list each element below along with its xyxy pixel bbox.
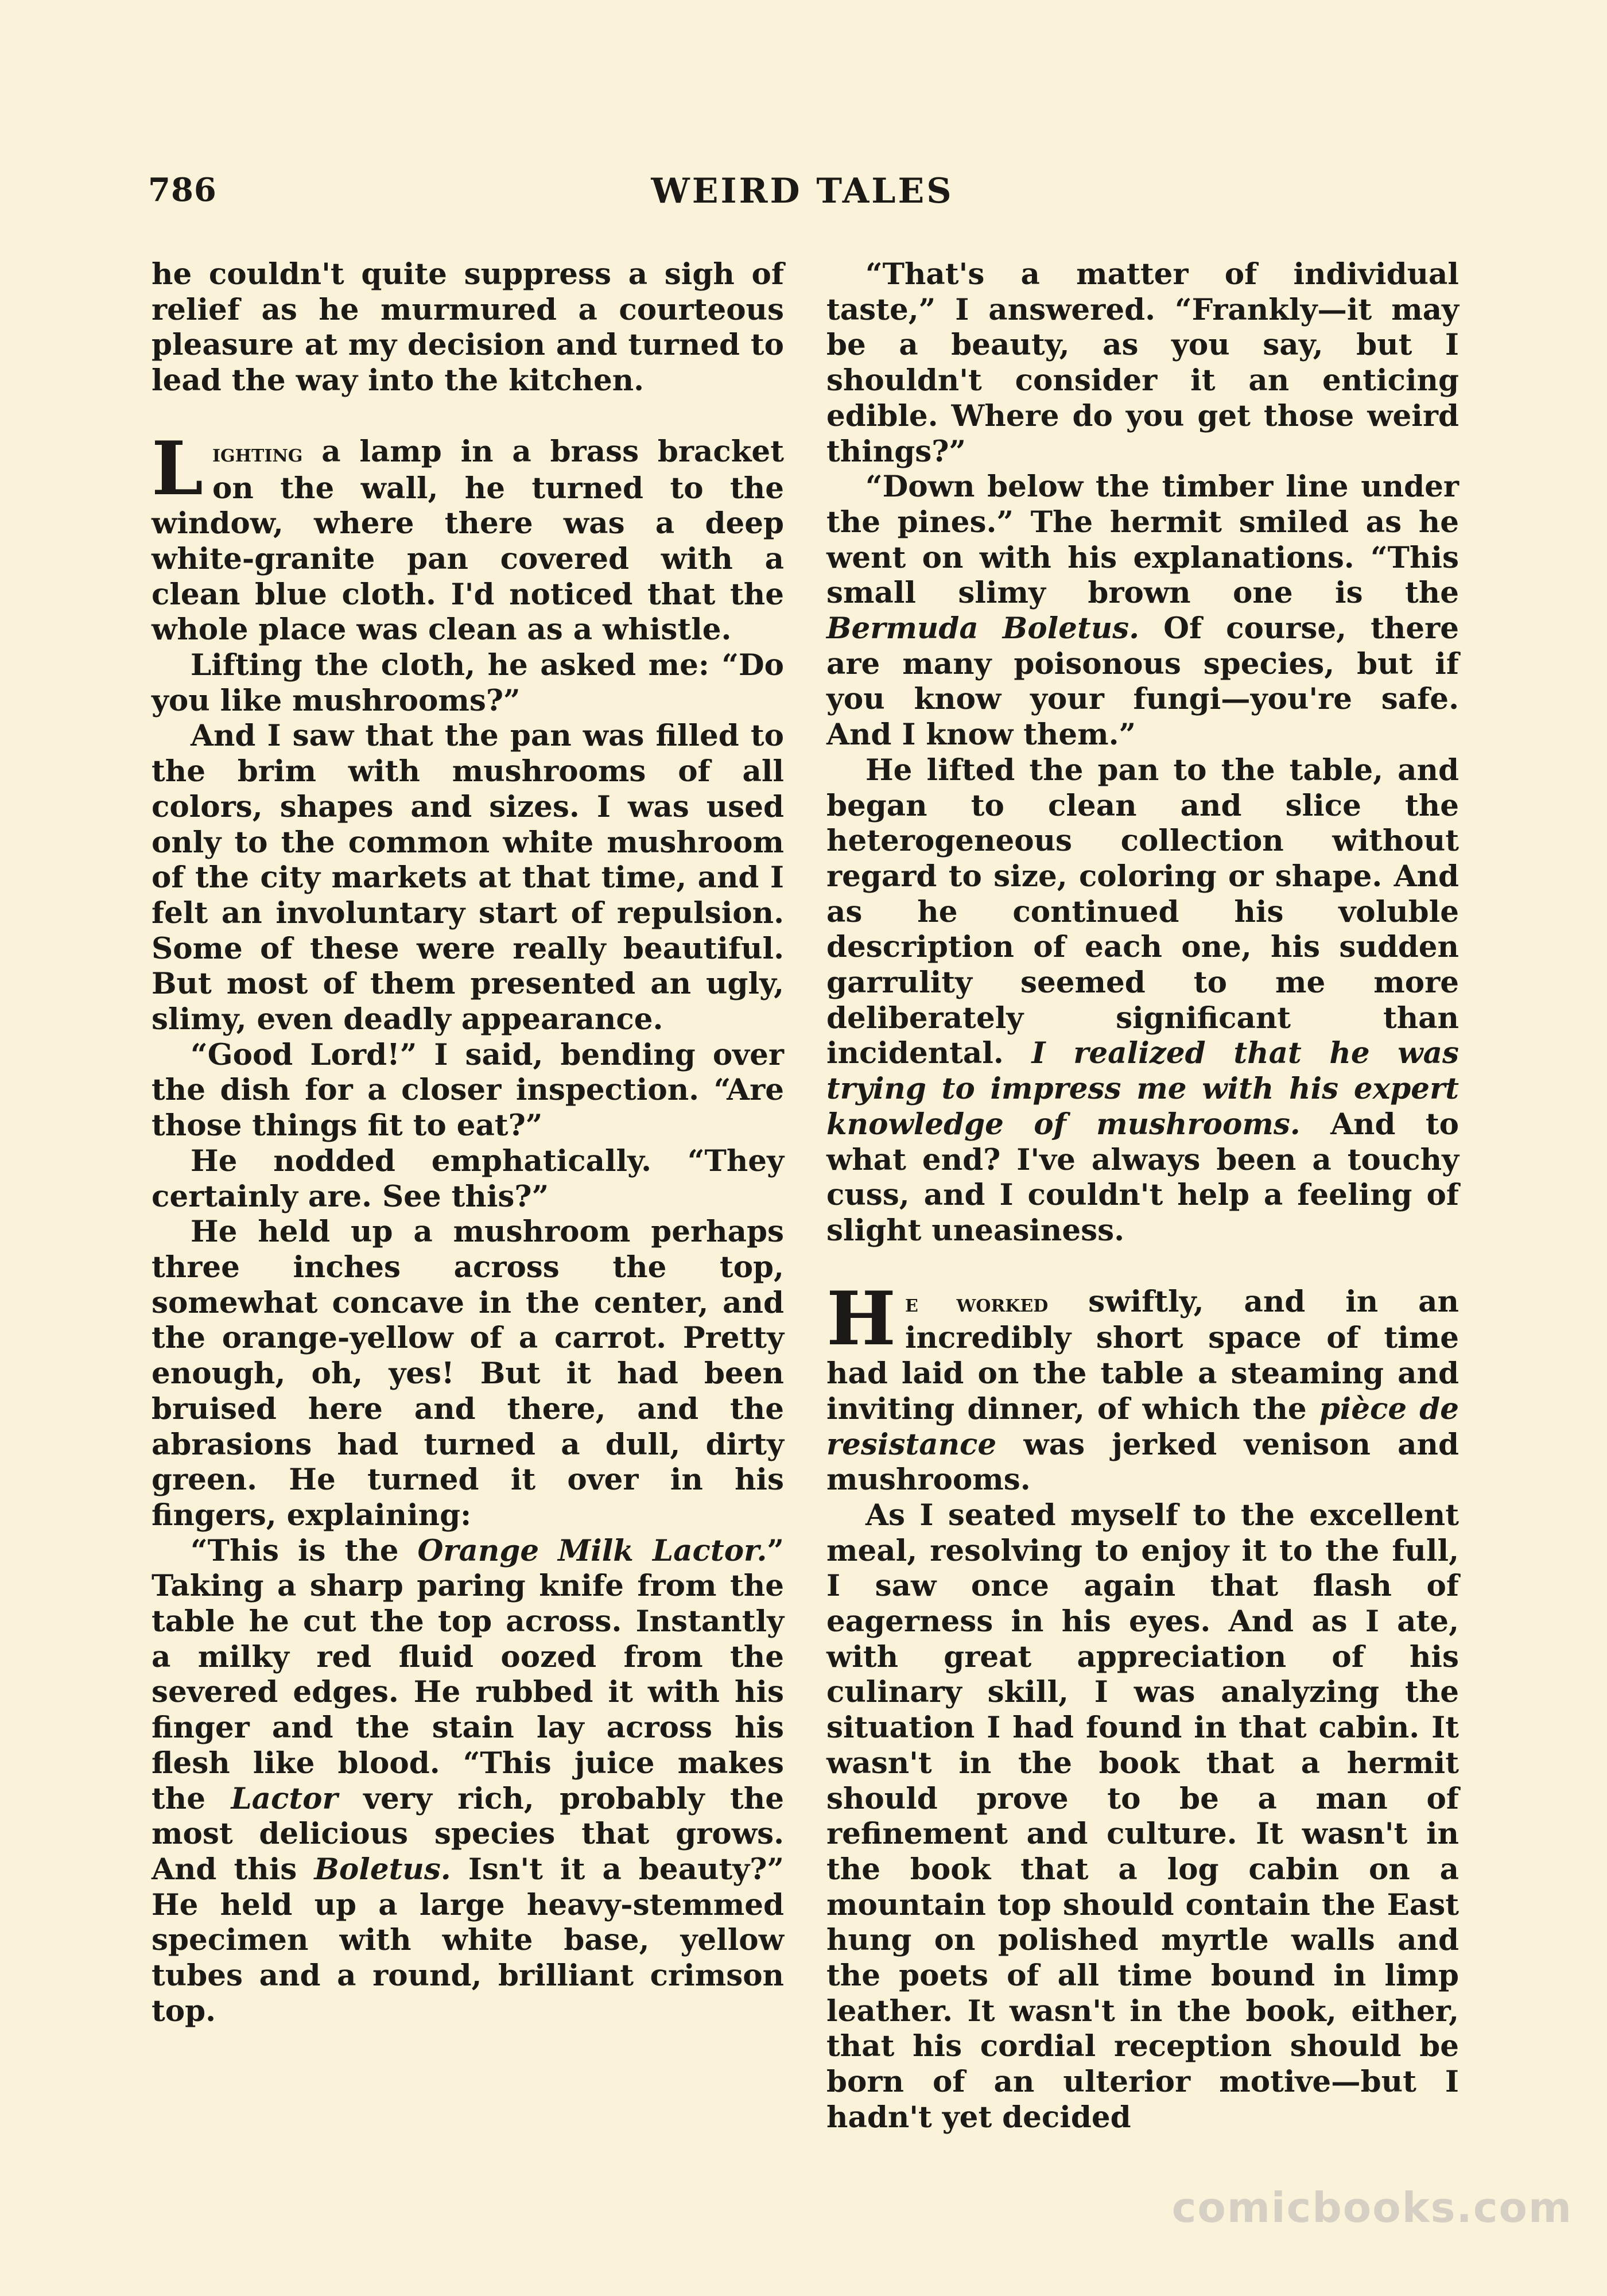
paragraph-dropcap (152, 425, 784, 648)
italic-term: pièce de resistance (826, 1391, 1460, 1462)
paragraph-text: “This is the (191, 1533, 418, 1568)
paragraph-text: Isn't it a beauty?” He held up a large heavy-stemmed specimen with white base, yellow tubes and a round, brilliant crimson top. (152, 1852, 784, 2029)
paragraph: He held up a mushroom perhaps three inches across the top, somewhat concave in the center, and the orange-yellow of a carrot. Pretty enough, oh, yes! But it had been bruised here and there, and the abrasions had turned a dull, dirty green. He turned it over in his fingers, explaining: (152, 1215, 784, 1533)
paragraph-text: ” Taking a sharp paring knife from the table he cut the top across. Instantly a milky red fluid oozed from the severed edges. He rubbed it with his finger and the stain lay across his flesh like blood. “This juice makes the (152, 1533, 785, 1816)
paragraph: He nodded emphatically. “They certainly are. See this?” (152, 1143, 784, 1214)
italic-term: Bermuda Boletus. (826, 611, 1140, 646)
paragraph-text: He lifted the pan to the table, and began to clean and slice the heterogeneous collection without regard to size, coloring or shape. And as he continued his voluble description of each one, his sudden garrulity seemed to me more deliberately significant than incidental. (826, 753, 1459, 1071)
small-caps-lead: ighting (212, 438, 303, 467)
paragraph (826, 470, 1459, 753)
italic-sentence: I realized that he was trying to impress me with his expert knowledge of mushrooms. (826, 1036, 1459, 1142)
paragraph-text: was jerked venison and mushrooms. (826, 1427, 1459, 1498)
paragraph-dropcap (826, 1275, 1460, 1498)
small-caps-lead: e worked (905, 1288, 1049, 1317)
page-header (148, 171, 1457, 217)
left-column (152, 257, 784, 2029)
paragraph (152, 1534, 784, 2030)
italic-term: Lactor (231, 1781, 338, 1816)
paragraph: he couldn't quite suppress a sigh of relief as he murmured a courteous pleasure at my decision and turned to lead the way into the kitchen. (152, 257, 784, 398)
paragraph-text: swiftly, and in an incredibly short space of time had laid on the table a steaming and inviting dinner, of which the (826, 1284, 1459, 1426)
paragraph: And I saw that the pan was filled to the brim with mushrooms of all colors, shapes and sizes. I was used only to the common white mushroom of the city markets at that time, and I felt an involuntary start of repulsion. Some of these were really beautiful. But most of them presented an ugly, slimy, even deadly appearance. (152, 719, 784, 1037)
paragraph-text: And to what end? I've always been a touchy cuss, and I couldn't help a feeling of slight uneasiness. (826, 1107, 1459, 1248)
drop-cap: H (826, 1275, 896, 1362)
paragraph (826, 753, 1459, 1249)
paragraph: Lifting the cloth, he asked me: “Do you like mushrooms?” (152, 648, 784, 718)
paragraph: “Good Lord!” I said, bending over the dish for a closer inspection. “Are those things fit to eat?” (152, 1037, 784, 1143)
paragraph-text: “Down below the timber line under the pines.” The hermit smiled as he went on with his explanations. “This small slimy brown one is the (826, 470, 1459, 611)
drop-cap: L (152, 425, 203, 512)
watermark-logo: comicbooks.com (1171, 2183, 1573, 2232)
paragraph: “That's a matter of individual taste,” I answered. “Frankly—it may be a beauty, as you say, but I shouldn't consider it an enticing edible. Where do you get those weird things?” (826, 257, 1459, 469)
paragraph-text: Of course, there are many poisonous species, but if you know your fungi—you're safe. And I know them.” (826, 611, 1459, 753)
paragraph: As I seated myself to the excellent meal, resolving to enjoy it to the full, I saw once again that flash of eagerness in his eyes. And as I ate, with great appreciation of his culinary skill, I was analyzing the situation I had found in that cabin. It wasn't in the book that a hermit should prove to be a man of refinement and culture. It wasn't in the book that a log cabin on a mountain top should contain the East hung on polished myrtle walls and the poets of all time bound in limp leather. It wasn't in the book, either, that his cordial reception should be born of an ulterior motive—but I hadn't yet decided (826, 1498, 1459, 2135)
page-number: 786 (148, 171, 217, 209)
paragraph-text: a lamp in a brass bracket on the wall, he turned to the window, where there was a deep white-granite pan covered with a clean blue cloth. I'd noticed that the whole place was clean as a whistle. (152, 434, 784, 647)
italic-term: Boletus. (314, 1852, 451, 1887)
running-title: WEIRD TALES (651, 171, 954, 211)
paragraph-text: very rich, probably the most delicious species that grows. And this (152, 1781, 784, 1887)
italic-term: Orange Milk Lactor. (417, 1533, 767, 1568)
right-column (826, 257, 1459, 2136)
